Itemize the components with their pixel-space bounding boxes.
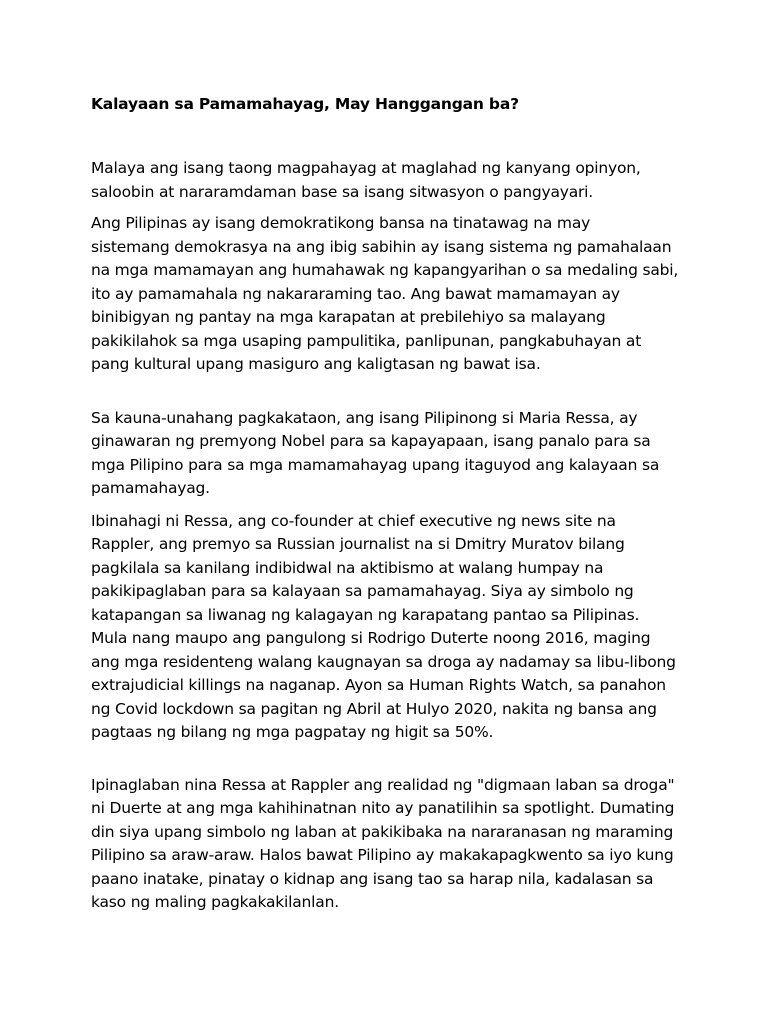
paragraph-line: pang kultural upang masiguro ang kaligtasan ng bawat isa. [91,355,541,373]
paragraph-line: Malaya ang isang taong magpahayag at maglahad ng kanyang opinyon, [91,159,641,177]
paragraph-line: ang mga residenteng walang kaugnayan sa droga ay nadamay sa libu-libong [91,652,676,671]
paragraph-2 [91,212,721,377]
paragraph-5 [91,774,721,915]
paragraph-line: pagtaas ng bilang ng mga pagpatay ng higit sa 50%. [91,723,494,741]
paragraph-line: din siya upang simbolo ng laban at pakikibaka na nararanasan ng maraming [91,822,674,841]
paragraph-line: pagkilala sa kanilang indibidwal na aktibismo at walang humpay na [91,558,604,577]
paragraph-line: sistemang demokrasya na ang ibig sabihin ay isang sistema ng pamahalaan [91,237,672,256]
paragraph-line: ni Duerte at ang mga kahihinatnan nito ay panatilihin sa spotlight. Dumating [91,799,675,817]
paragraph-line: na mga mamamayan ang humahawak ng kapangyarihan o sa medaling sabi, [91,261,679,279]
paragraph-line: Ang Pilipinas ay isang demokratikong bansa na tinatawag na may [91,214,591,232]
paragraph-line: Ipinaglaban nina Ressa at Rappler ang realidad ng "digmaan laban sa droga" [91,775,675,794]
paragraph-line: pamamahayag. [91,479,210,497]
paragraph-line: ito ay pamamahala ng nakararaming tao. Ang bawat mamamayan ay [91,284,620,303]
paragraph-1 [91,157,721,204]
paragraph-line: Mula nang maupo ang pangulong si Rodrigo Duterte noong 2016, maging [91,629,651,647]
document-title: Kalayaan sa Pamamahayag, May Hanggangan ba? [91,95,519,113]
paragraph-line: Sa kauna-unahang pagkakataon, ang isang Pilipinong si Maria Ressa, ay [91,408,638,427]
paragraph-line: saloobin at nararamdaman base sa isang sitwasyon o pangyayari. [91,182,594,201]
paragraph-line: pakikipaglaban para sa kalayaan sa pamamahayag. Siya ay simbolo ng [91,582,634,600]
paragraph-line: Ibinahagi ni Ressa, ang co-founder at chief executive ng news site na [91,511,616,530]
paragraph-line: mga Pilipino para sa mga mamamahayag upang itaguyod ang kalayaan sa [91,455,660,474]
paragraph-4 [91,510,721,745]
paragraph-line: Rappler, ang premyo sa Russian journalist na si Dmitry Muratov bilang [91,535,625,553]
paragraph-line: pakikilahok sa mga usaping pampulitika, panlipunan, pangkabuhayan at [91,331,642,350]
paragraph-line: katapangan sa liwanag ng kalagayan ng karapatang pantao sa Pilipinas. [91,605,640,624]
paragraph-line: extrajudicial killings na naganap. Ayon sa Human Rights Watch, sa panahon [91,676,666,694]
paragraph-line: ginawaran ng premyong Nobel para sa kapayapaan, isang panalo para sa [91,432,651,450]
paragraph-line: ng Covid lockdown sa pagitan ng Abril at Hulyo 2020, nakita ng bansa ang [91,699,657,718]
paragraph-line: kaso ng maling pagkakakilanlan. [91,893,339,911]
paragraph-line: binibigyan ng pantay na mga karapatan at prebilehiyo sa malayang [91,308,606,326]
document-page [91,93,721,915]
paragraph-line: Pilipino sa araw-araw. Halos bawat Pilipino ay makakapagkwento sa iyo kung [91,846,674,864]
paragraph-3 [91,407,721,501]
paragraph-line: paano inatake, pinatay o kidnap ang isang tao sa harap nila, kadalasan sa [91,869,654,888]
